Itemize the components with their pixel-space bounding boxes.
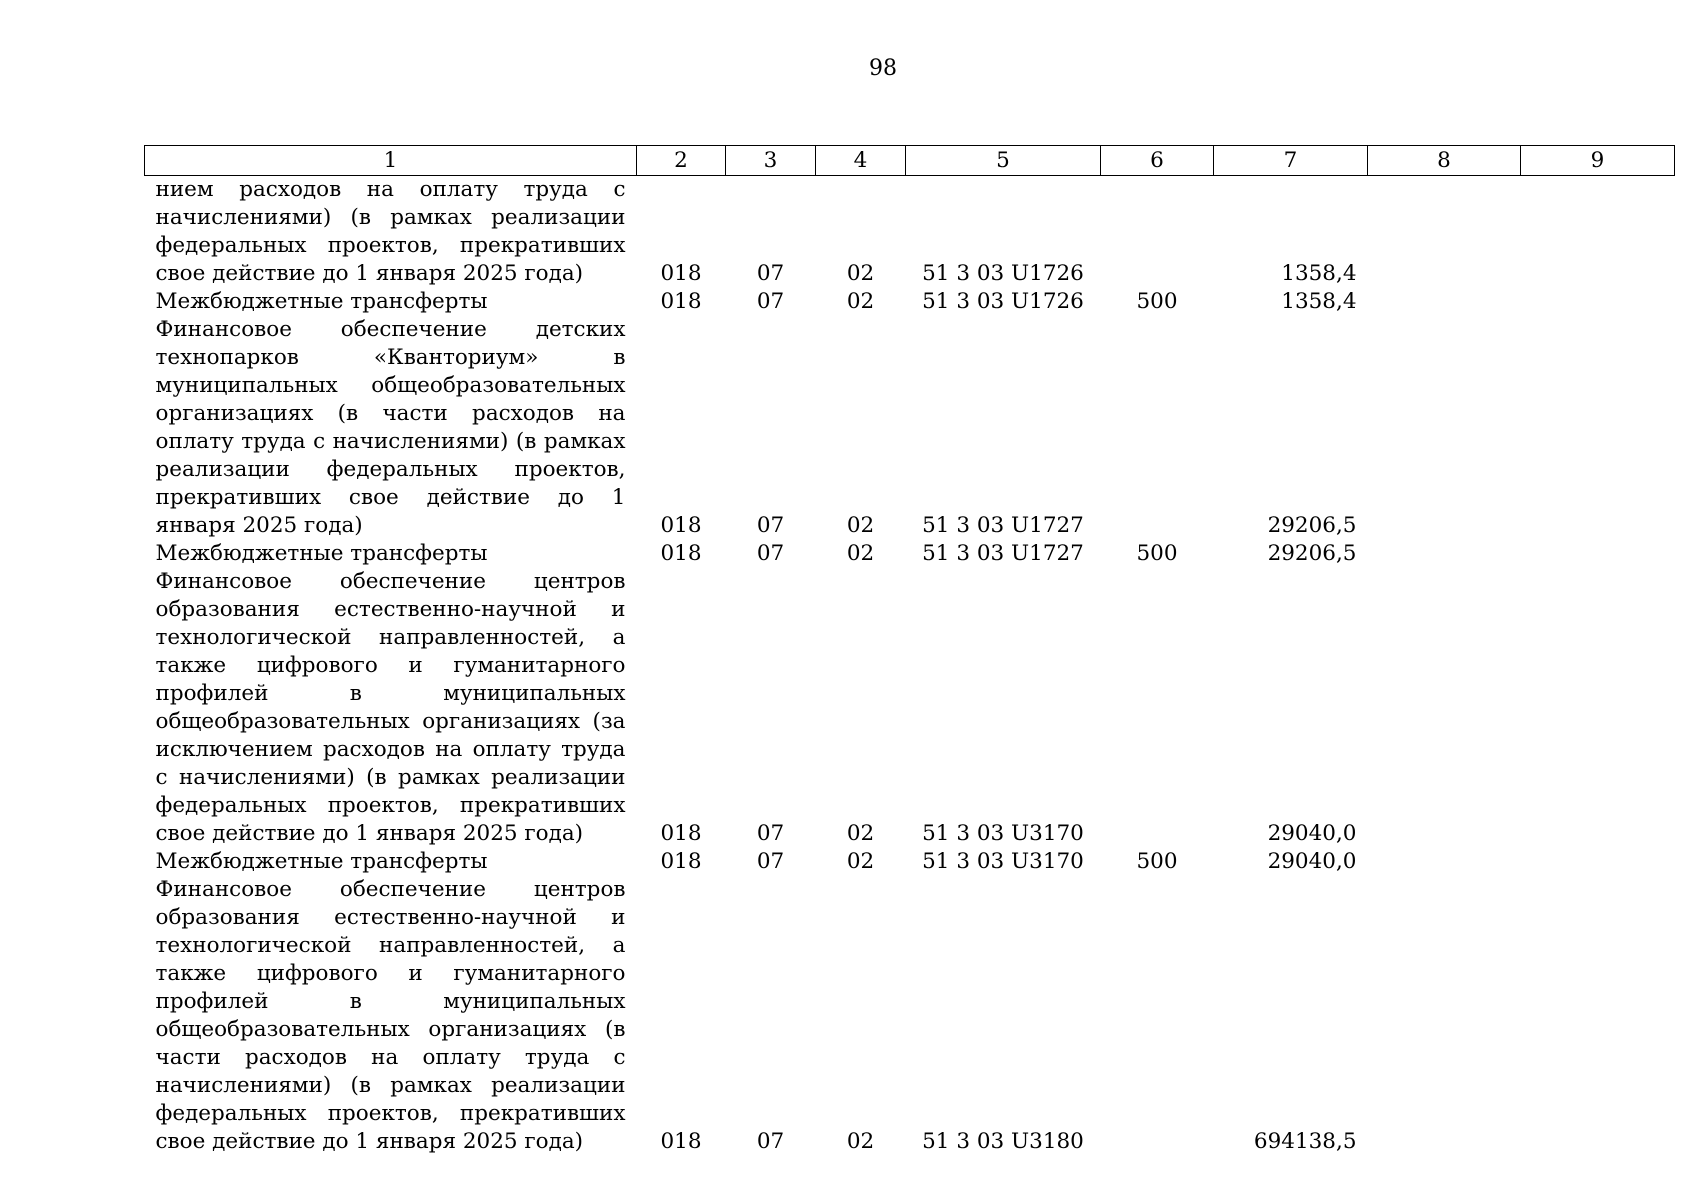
row-col-8 bbox=[1368, 316, 1521, 540]
row-target-article: 51 3 03 U3170 bbox=[922, 849, 1084, 874]
row-target-article: 51 3 03 U1727 bbox=[922, 541, 1084, 566]
row-amount: 29206,5 bbox=[1267, 541, 1357, 566]
row-subsection: 02 bbox=[846, 541, 875, 566]
budget-table bbox=[144, 145, 1675, 1156]
row-col-8 bbox=[1368, 568, 1521, 848]
row-subsection: 02 bbox=[846, 289, 875, 314]
row-expense-type: 500 bbox=[1136, 289, 1178, 314]
row-subsection: 02 bbox=[846, 849, 875, 874]
row-section: 07 bbox=[756, 541, 785, 566]
row-target-article: 51 3 03 U1727 bbox=[922, 513, 1084, 538]
row-col-9 bbox=[1521, 288, 1675, 316]
table-body bbox=[145, 176, 1675, 1157]
table-row bbox=[145, 176, 1675, 289]
row-section: 07 bbox=[756, 1129, 785, 1154]
table-row bbox=[145, 288, 1675, 316]
row-amount: 29040,0 bbox=[1267, 821, 1357, 846]
row-col-9 bbox=[1521, 848, 1675, 876]
row-section: 07 bbox=[756, 289, 785, 314]
row-amount: 29206,5 bbox=[1267, 513, 1357, 538]
table-row bbox=[145, 568, 1675, 848]
table-row bbox=[145, 540, 1675, 568]
header-col-6: 6 bbox=[1101, 146, 1214, 176]
row-amount: 29040,0 bbox=[1267, 849, 1357, 874]
row-section: 07 bbox=[756, 261, 785, 286]
table-row bbox=[145, 848, 1675, 876]
row-description: Межбюджетные трансферты bbox=[155, 289, 488, 314]
row-target-article: 51 3 03 U1726 bbox=[922, 261, 1084, 286]
row-ministry-code: 018 bbox=[660, 513, 702, 538]
header-col-1: 1 bbox=[145, 146, 637, 176]
row-col-9 bbox=[1521, 316, 1675, 540]
row-description: Финансовое обеспечение детских технопарков «Кванториум» в муниципальных общеобразовательных организациях (в части расходов на оплату труда с начислениями) (в рамках реализации федеральных проектов, прекративших свое действие до 1 января 2025 года) bbox=[155, 317, 626, 538]
row-subsection: 02 bbox=[846, 1129, 875, 1154]
header-row bbox=[145, 146, 1675, 176]
row-amount: 1358,4 bbox=[1281, 261, 1357, 286]
row-subsection: 02 bbox=[846, 821, 875, 846]
header-col-9: 9 bbox=[1521, 146, 1675, 176]
row-ministry-code: 018 bbox=[660, 821, 702, 846]
row-col-9 bbox=[1521, 540, 1675, 568]
header-col-3: 3 bbox=[726, 146, 816, 176]
row-col-9 bbox=[1521, 876, 1675, 1156]
page-number: 98 bbox=[869, 56, 897, 81]
row-ministry-code: 018 bbox=[660, 289, 702, 314]
row-col-8 bbox=[1368, 848, 1521, 876]
row-ministry-code: 018 bbox=[660, 261, 702, 286]
row-ministry-code: 018 bbox=[660, 541, 702, 566]
table-header bbox=[145, 146, 1675, 176]
table-row bbox=[145, 876, 1675, 1156]
row-amount: 694138,5 bbox=[1253, 1129, 1357, 1154]
row-expense-type bbox=[1101, 568, 1214, 848]
row-col-8 bbox=[1368, 288, 1521, 316]
row-expense-type bbox=[1101, 316, 1214, 540]
row-description: Финансовое обеспечение центров образования естественно-научной и технологической направленностей, а также цифрового и гуманитарного профилей в муниципальных общеобразовательных организациях (в части расходов на оплату труда с начислениями) (в рамках реализации федеральных проектов, прекративших свое действие до 1 января 2025 года) bbox=[155, 877, 626, 1154]
row-target-article: 51 3 03 U3180 bbox=[922, 1129, 1084, 1154]
row-ministry-code: 018 bbox=[660, 1129, 702, 1154]
row-col-8 bbox=[1368, 876, 1521, 1156]
row-section: 07 bbox=[756, 849, 785, 874]
row-col-8 bbox=[1368, 176, 1521, 289]
row-col-9 bbox=[1521, 568, 1675, 848]
row-description: нием расходов на оплату труда с начислениями) (в рамках реализации федеральных проектов, прекративших свое действие до 1 января 2025 года) bbox=[155, 177, 626, 286]
header-col-8: 8 bbox=[1368, 146, 1521, 176]
header-col-4: 4 bbox=[816, 146, 906, 176]
header-col-2: 2 bbox=[637, 146, 726, 176]
row-expense-type bbox=[1101, 176, 1214, 289]
row-target-article: 51 3 03 U1726 bbox=[922, 289, 1084, 314]
header-col-7: 7 bbox=[1214, 146, 1368, 176]
header-col-5: 5 bbox=[906, 146, 1101, 176]
table-row bbox=[145, 316, 1675, 540]
row-expense-type: 500 bbox=[1136, 541, 1178, 566]
row-section: 07 bbox=[756, 513, 785, 538]
row-subsection: 02 bbox=[846, 261, 875, 286]
row-col-9 bbox=[1521, 176, 1675, 289]
row-description: Межбюджетные трансферты bbox=[155, 541, 488, 566]
row-expense-type: 500 bbox=[1136, 849, 1178, 874]
row-subsection: 02 bbox=[846, 513, 875, 538]
row-description: Межбюджетные трансферты bbox=[155, 849, 488, 874]
row-section: 07 bbox=[756, 821, 785, 846]
row-expense-type bbox=[1101, 876, 1214, 1156]
row-amount: 1358,4 bbox=[1281, 289, 1357, 314]
row-ministry-code: 018 bbox=[660, 849, 702, 874]
row-target-article: 51 3 03 U3170 bbox=[922, 821, 1084, 846]
row-col-8 bbox=[1368, 540, 1521, 568]
row-description: Финансовое обеспечение центров образования естественно-научной и технологической направленностей, а также цифрового и гуманитарного профилей в муниципальных общеобразовательных организациях (за исключением расходов на оплату труда с начислениями) (в рамках реализации федеральных проектов, прекративших свое действие до 1 января 2025 года) bbox=[155, 569, 626, 846]
